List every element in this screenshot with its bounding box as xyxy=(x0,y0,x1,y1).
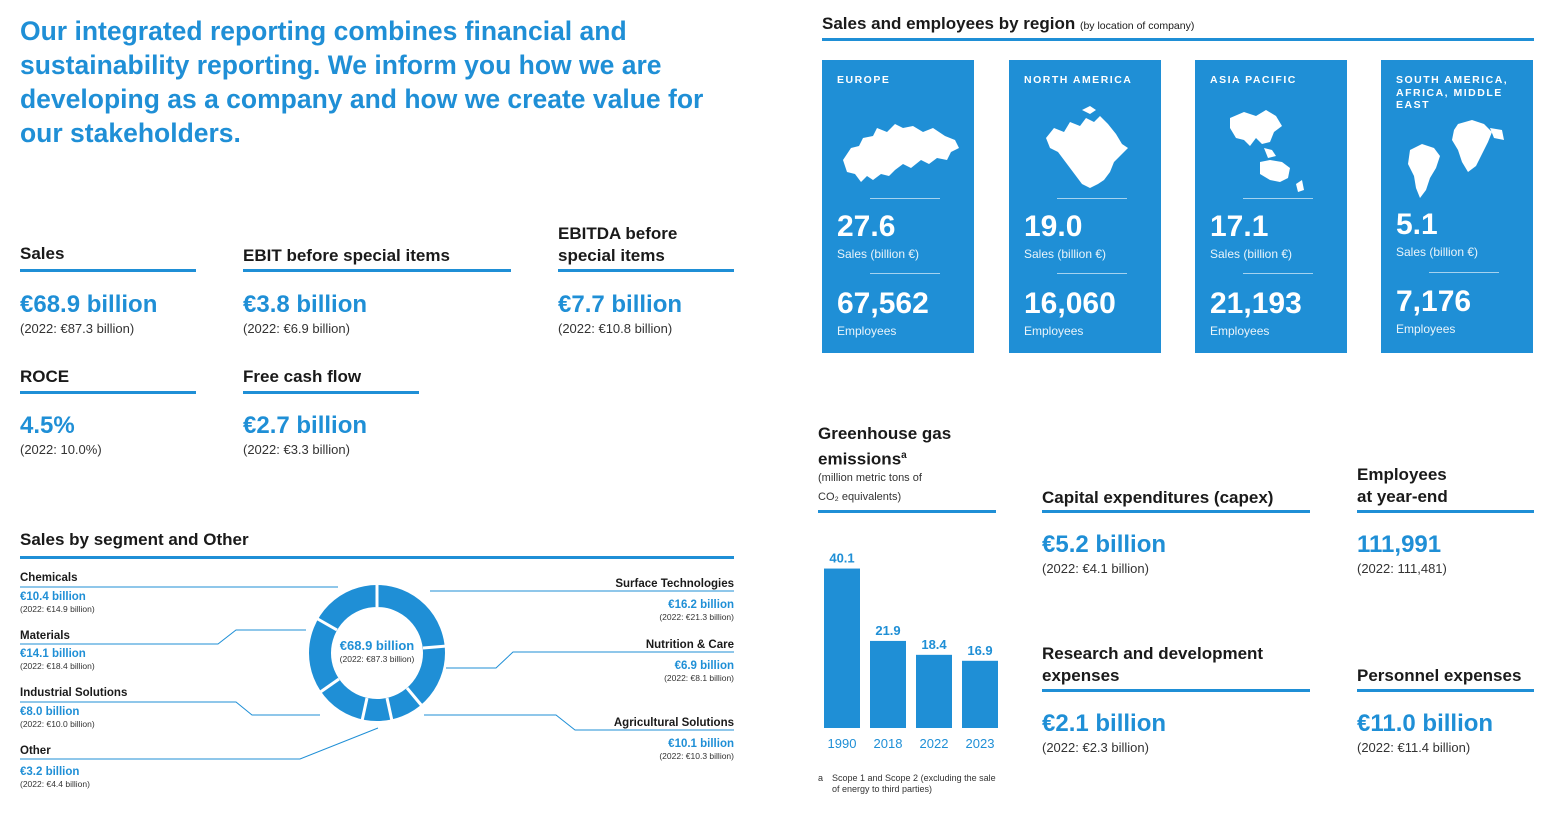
ghg-category-label: 1990 xyxy=(827,736,857,751)
ghg-value-label: 40.1 xyxy=(829,550,855,566)
segment-prev: (2022: €10.0 billion) xyxy=(20,719,95,729)
personnel-prev: (2022: €11.4 billion) xyxy=(1357,740,1471,755)
region-sales-value: 17.1 xyxy=(1210,210,1269,243)
ghg-bar-2018 xyxy=(870,641,906,728)
ebitda-label-line1: EBITDA before xyxy=(558,224,678,243)
region-divider xyxy=(1429,272,1499,273)
personnel-value: €11.0 billion xyxy=(1357,710,1494,737)
region-employees-label: Employees xyxy=(837,324,897,338)
segment-prev: (2022: €10.3 billion) xyxy=(659,751,734,761)
segment-prev: (2022: €14.9 billion) xyxy=(20,604,95,614)
region-employees-label: Employees xyxy=(1024,324,1084,338)
donut-ring xyxy=(320,596,434,710)
region-sales-label: Sales (billion €) xyxy=(1396,245,1479,259)
regions-subtitle: (by location of company) xyxy=(1079,20,1195,32)
roce-prev: (2022: 10.0%) xyxy=(20,442,102,457)
ghg-footnote-marker: a xyxy=(818,773,824,783)
regions-rule xyxy=(822,38,1534,41)
ghg-bar-chart xyxy=(818,535,1003,760)
ghg-category-label: 2018 xyxy=(873,736,903,751)
ghg-rule xyxy=(818,510,996,513)
ghg-title xyxy=(818,423,951,471)
ghg-category-label: 2022 xyxy=(919,736,949,751)
segment-prev: (2022: €8.1 billion) xyxy=(664,673,734,683)
region-employees-value: 67,562 xyxy=(837,287,929,320)
ebitda-rule xyxy=(558,269,734,272)
segment-name: Surface Technologies xyxy=(615,578,734,590)
ghg-unit-line1: (million metric tons of xyxy=(818,472,922,484)
region-sales-value: 19.0 xyxy=(1024,210,1083,243)
roce-rule xyxy=(20,391,196,394)
capex-label: Capital expenditures (capex) xyxy=(1042,488,1274,507)
segment-value: €10.4 billion xyxy=(20,591,86,603)
fcf-prev: (2022: €3.3 billion) xyxy=(243,442,350,457)
sales-rule xyxy=(20,269,196,272)
fcf-rule xyxy=(243,391,419,394)
employees-prev: (2022: 111,481) xyxy=(1357,561,1447,576)
ghg-value-label: 18.4 xyxy=(921,636,947,652)
ghg-unit xyxy=(818,469,922,507)
employees-value: 111,991 xyxy=(1357,531,1442,558)
region-name: ASIA PACIFIC xyxy=(1210,74,1297,86)
segment-name: Materials xyxy=(20,630,70,642)
fcf-label: Free cash flow xyxy=(243,367,362,386)
segment-value: €16.2 billion xyxy=(668,599,734,611)
segment-donut xyxy=(306,582,448,724)
ghg-title-line2: emissions xyxy=(818,449,902,469)
region-divider xyxy=(870,198,940,199)
ghg-unit-line2: CO₂ equivalents) xyxy=(818,491,902,503)
ghg-value-label: 16.9 xyxy=(967,642,993,658)
ebit-rule xyxy=(243,269,511,272)
ghg-bar-2023 xyxy=(962,661,998,728)
ghg-category-label: 2023 xyxy=(965,736,995,751)
asia-pacific-map-icon xyxy=(1210,98,1335,198)
segment-name: Industrial Solutions xyxy=(20,687,128,699)
rnd-value: €2.1 billion xyxy=(1042,710,1167,737)
ebit-label: EBIT before special items xyxy=(243,246,450,265)
sales-label: Sales xyxy=(20,244,65,263)
region-sales-value: 27.6 xyxy=(837,210,896,243)
ebit-value: €3.8 billion xyxy=(243,291,368,318)
segment-value: €6.9 billion xyxy=(674,660,734,672)
south-america-africa-map-icon xyxy=(1396,110,1521,210)
region-divider xyxy=(1057,198,1127,199)
ebit-prev: (2022: €6.9 billion) xyxy=(243,321,350,336)
europe-map-icon xyxy=(837,98,962,198)
segment-name: Other xyxy=(20,745,51,757)
region-divider xyxy=(1243,273,1313,274)
capex-rule xyxy=(1042,510,1310,513)
region-employees-label: Employees xyxy=(1396,322,1456,336)
employees-label-line1: Employees xyxy=(1357,465,1447,484)
segments-rule xyxy=(20,556,734,559)
donut-center-value: €68.9 billion xyxy=(339,638,415,653)
region-employees-label: Employees xyxy=(1210,324,1270,338)
segments-title: Sales by segment and Other xyxy=(20,530,249,549)
ghg-title-sup: a xyxy=(901,450,907,461)
segment-name: Agricultural Solutions xyxy=(613,717,734,729)
region-card-europe xyxy=(822,60,974,353)
region-sales-label: Sales (billion €) xyxy=(837,247,920,261)
rnd-label xyxy=(1042,643,1263,687)
region-card-asia-pacific xyxy=(1195,60,1347,353)
segment-value: €10.1 billion xyxy=(668,738,734,750)
segment-prev: (2022: €21.3 billion) xyxy=(659,612,734,622)
region-sales-label: Sales (billion €) xyxy=(1024,247,1107,261)
region-card-north-america xyxy=(1009,60,1161,353)
headline: Our integrated reporting combines financial and sustainability reporting. We inform you how we are developing as a company and how we create value for our stakeholders. xyxy=(20,16,704,148)
rnd-label-line1: Research and development xyxy=(1042,644,1264,663)
segment-value: €8.0 billion xyxy=(20,706,80,718)
segment-prev: (2022: €18.4 billion) xyxy=(20,661,95,671)
connector-other xyxy=(20,728,378,759)
region-sales-value: 5.1 xyxy=(1396,208,1438,241)
regions-title-text: Sales and employees by region xyxy=(822,14,1076,33)
ghg-value-label: 21.9 xyxy=(875,622,901,638)
sales-value: €68.9 billion xyxy=(20,291,158,318)
personnel-label: Personnel expenses xyxy=(1357,666,1522,685)
segment-name: Chemicals xyxy=(20,572,78,584)
region-name: SOUTH AMERICA, AFRICA, MIDDLE EAST xyxy=(1396,74,1509,111)
north-america-map-icon xyxy=(1024,98,1149,198)
region-sales-label: Sales (billion €) xyxy=(1210,247,1293,261)
fcf-value: €2.7 billion xyxy=(243,412,368,439)
region-divider xyxy=(1057,273,1127,274)
rnd-rule xyxy=(1042,689,1310,692)
roce-value: 4.5% xyxy=(20,412,75,439)
ebitda-label xyxy=(558,223,677,267)
region-divider xyxy=(870,273,940,274)
roce-label: ROCE xyxy=(20,367,70,386)
region-employees-value: 7,176 xyxy=(1396,285,1472,318)
segment-name: Nutrition & Care xyxy=(645,639,734,651)
segment-value: €14.1 billion xyxy=(20,648,86,660)
region-employees-value: 16,060 xyxy=(1024,287,1116,320)
sales-prev: (2022: €87.3 billion) xyxy=(20,321,135,336)
personnel-rule xyxy=(1357,689,1534,692)
region-employees-value: 21,193 xyxy=(1210,287,1302,320)
region-name: NORTH AMERICA xyxy=(1024,74,1133,86)
regions-title xyxy=(822,14,1194,34)
capex-value: €5.2 billion xyxy=(1042,531,1167,558)
employees-rule xyxy=(1357,510,1534,513)
ghg-bar-2022 xyxy=(916,655,952,728)
employees-label xyxy=(1357,464,1448,508)
region-name: EUROPE xyxy=(837,74,891,86)
segment-prev: (2022: €4.4 billion) xyxy=(20,779,90,789)
ghg-footnote: Scope 1 and Scope 2 (excluding the sale of energy to third parties) xyxy=(832,773,996,794)
ebitda-label-line2: special items xyxy=(558,246,665,265)
ebitda-value: €7.7 billion xyxy=(558,291,683,318)
ebitda-prev: (2022: €10.8 billion) xyxy=(558,321,673,336)
ghg-bar-1990 xyxy=(824,569,860,728)
capex-prev: (2022: €4.1 billion) xyxy=(1042,561,1149,576)
rnd-prev: (2022: €2.3 billion) xyxy=(1042,740,1149,755)
ghg-title-line1: Greenhouse gas xyxy=(818,424,952,443)
rnd-label-line2: expenses xyxy=(1042,666,1120,685)
region-divider xyxy=(1243,198,1313,199)
employees-label-line2: at year-end xyxy=(1357,487,1448,506)
region-card-south-america-africa-middle-east xyxy=(1381,60,1533,353)
segment-value: €3.2 billion xyxy=(20,766,80,778)
donut-center-prev: (2022: €87.3 billion) xyxy=(339,654,415,664)
